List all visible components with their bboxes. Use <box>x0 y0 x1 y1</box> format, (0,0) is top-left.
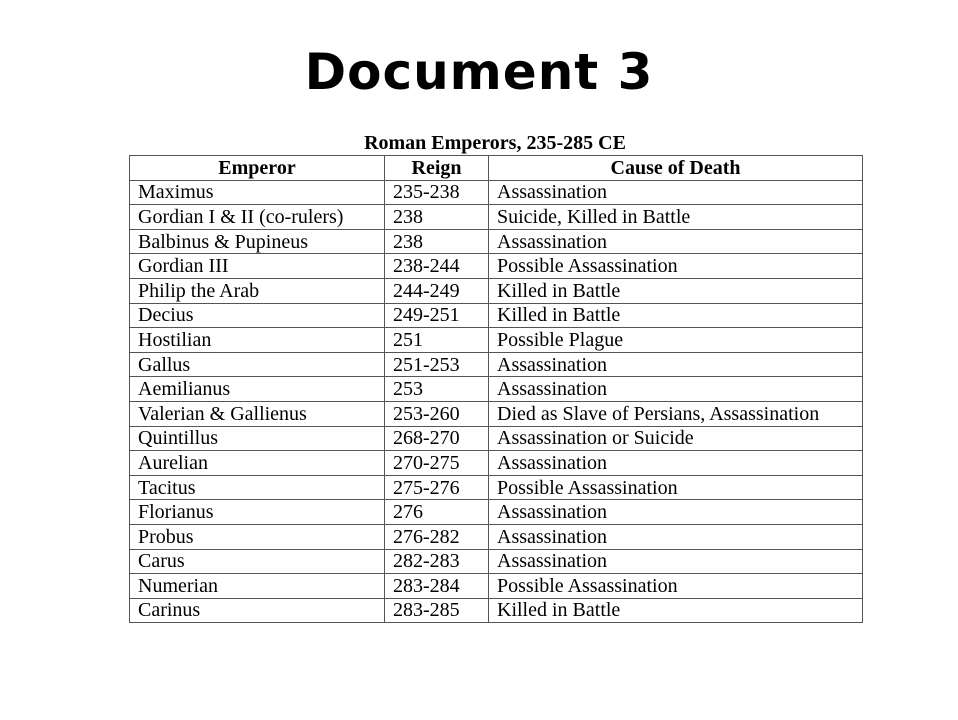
table-row <box>130 574 863 599</box>
cause-of-death-cell: Assassination <box>489 180 863 205</box>
cause-of-death-cell: Assassination <box>489 451 863 476</box>
cause-of-death-cell: Possible Plague <box>489 328 863 353</box>
cause-of-death-cell: Died as Slave of Persians, Assassination <box>489 401 863 426</box>
cause-of-death-cell: Suicide, Killed in Battle <box>489 205 863 230</box>
cause-of-death-cell: Assassination <box>489 352 863 377</box>
cause-of-death-cell: Killed in Battle <box>489 303 863 328</box>
slide-title: Document 3 <box>304 43 654 101</box>
reign-cell: 238 <box>385 205 489 230</box>
table-row <box>130 377 863 402</box>
table-body <box>130 180 863 623</box>
table-row <box>130 524 863 549</box>
emperor-cell: Numerian <box>130 574 385 599</box>
column-header-reign: Reign <box>385 156 489 181</box>
emperor-cell: Quintillus <box>130 426 385 451</box>
emperor-cell: Tacitus <box>130 475 385 500</box>
table-row <box>130 278 863 303</box>
table-row <box>130 451 863 476</box>
reign-cell: 283-284 <box>385 574 489 599</box>
reign-cell: 251-253 <box>385 352 489 377</box>
column-header-emperor: Emperor <box>130 156 385 181</box>
emperors-table <box>129 155 863 623</box>
table-row <box>130 328 863 353</box>
reign-cell: 268-270 <box>385 426 489 451</box>
cause-of-death-cell: Possible Assassination <box>489 254 863 279</box>
cause-of-death-cell: Assassination or Suicide <box>489 426 863 451</box>
table-row <box>130 500 863 525</box>
table-row <box>130 229 863 254</box>
reign-cell: 253-260 <box>385 401 489 426</box>
emperor-cell: Valerian & Gallienus <box>130 401 385 426</box>
emperor-cell: Florianus <box>130 500 385 525</box>
reign-cell: 238 <box>385 229 489 254</box>
emperor-cell: Gordian III <box>130 254 385 279</box>
emperor-cell: Aemilianus <box>130 377 385 402</box>
reign-cell: 282-283 <box>385 549 489 574</box>
emperor-cell: Aurelian <box>130 451 385 476</box>
table-header-row <box>130 156 863 181</box>
table-row <box>130 254 863 279</box>
column-header-cause-of-death: Cause of Death <box>489 156 863 181</box>
reign-cell: 270-275 <box>385 451 489 476</box>
emperor-cell: Gordian I & II (co-rulers) <box>130 205 385 230</box>
table-caption: Roman Emperors, 235-285 CE <box>364 132 626 154</box>
emperor-cell: Probus <box>130 524 385 549</box>
cause-of-death-cell: Assassination <box>489 500 863 525</box>
emperor-cell: Maximus <box>130 180 385 205</box>
reign-cell: 283-285 <box>385 598 489 623</box>
reign-cell: 249-251 <box>385 303 489 328</box>
cause-of-death-cell: Assassination <box>489 229 863 254</box>
emperor-cell: Hostilian <box>130 328 385 353</box>
cause-of-death-cell: Assassination <box>489 524 863 549</box>
reign-cell: 276-282 <box>385 524 489 549</box>
cause-of-death-cell: Possible Assassination <box>489 475 863 500</box>
reign-cell: 251 <box>385 328 489 353</box>
reign-cell: 235-238 <box>385 180 489 205</box>
emperor-cell: Philip the Arab <box>130 278 385 303</box>
table-row <box>130 549 863 574</box>
table-row <box>130 401 863 426</box>
cause-of-death-cell: Assassination <box>489 377 863 402</box>
table-row <box>130 303 863 328</box>
reign-cell: 276 <box>385 500 489 525</box>
table-row <box>130 475 863 500</box>
table-row <box>130 180 863 205</box>
reign-cell: 238-244 <box>385 254 489 279</box>
cause-of-death-cell: Killed in Battle <box>489 278 863 303</box>
emperor-cell: Balbinus & Pupineus <box>130 229 385 254</box>
table-row <box>130 426 863 451</box>
emperor-cell: Gallus <box>130 352 385 377</box>
reign-cell: 253 <box>385 377 489 402</box>
cause-of-death-cell: Killed in Battle <box>489 598 863 623</box>
emperor-cell: Carus <box>130 549 385 574</box>
cause-of-death-cell: Assassination <box>489 549 863 574</box>
reign-cell: 244-249 <box>385 278 489 303</box>
table-row <box>130 352 863 377</box>
emperor-cell: Carinus <box>130 598 385 623</box>
emperor-cell: Decius <box>130 303 385 328</box>
table-row <box>130 598 863 623</box>
table-row <box>130 205 863 230</box>
cause-of-death-cell: Possible Assassination <box>489 574 863 599</box>
reign-cell: 275-276 <box>385 475 489 500</box>
